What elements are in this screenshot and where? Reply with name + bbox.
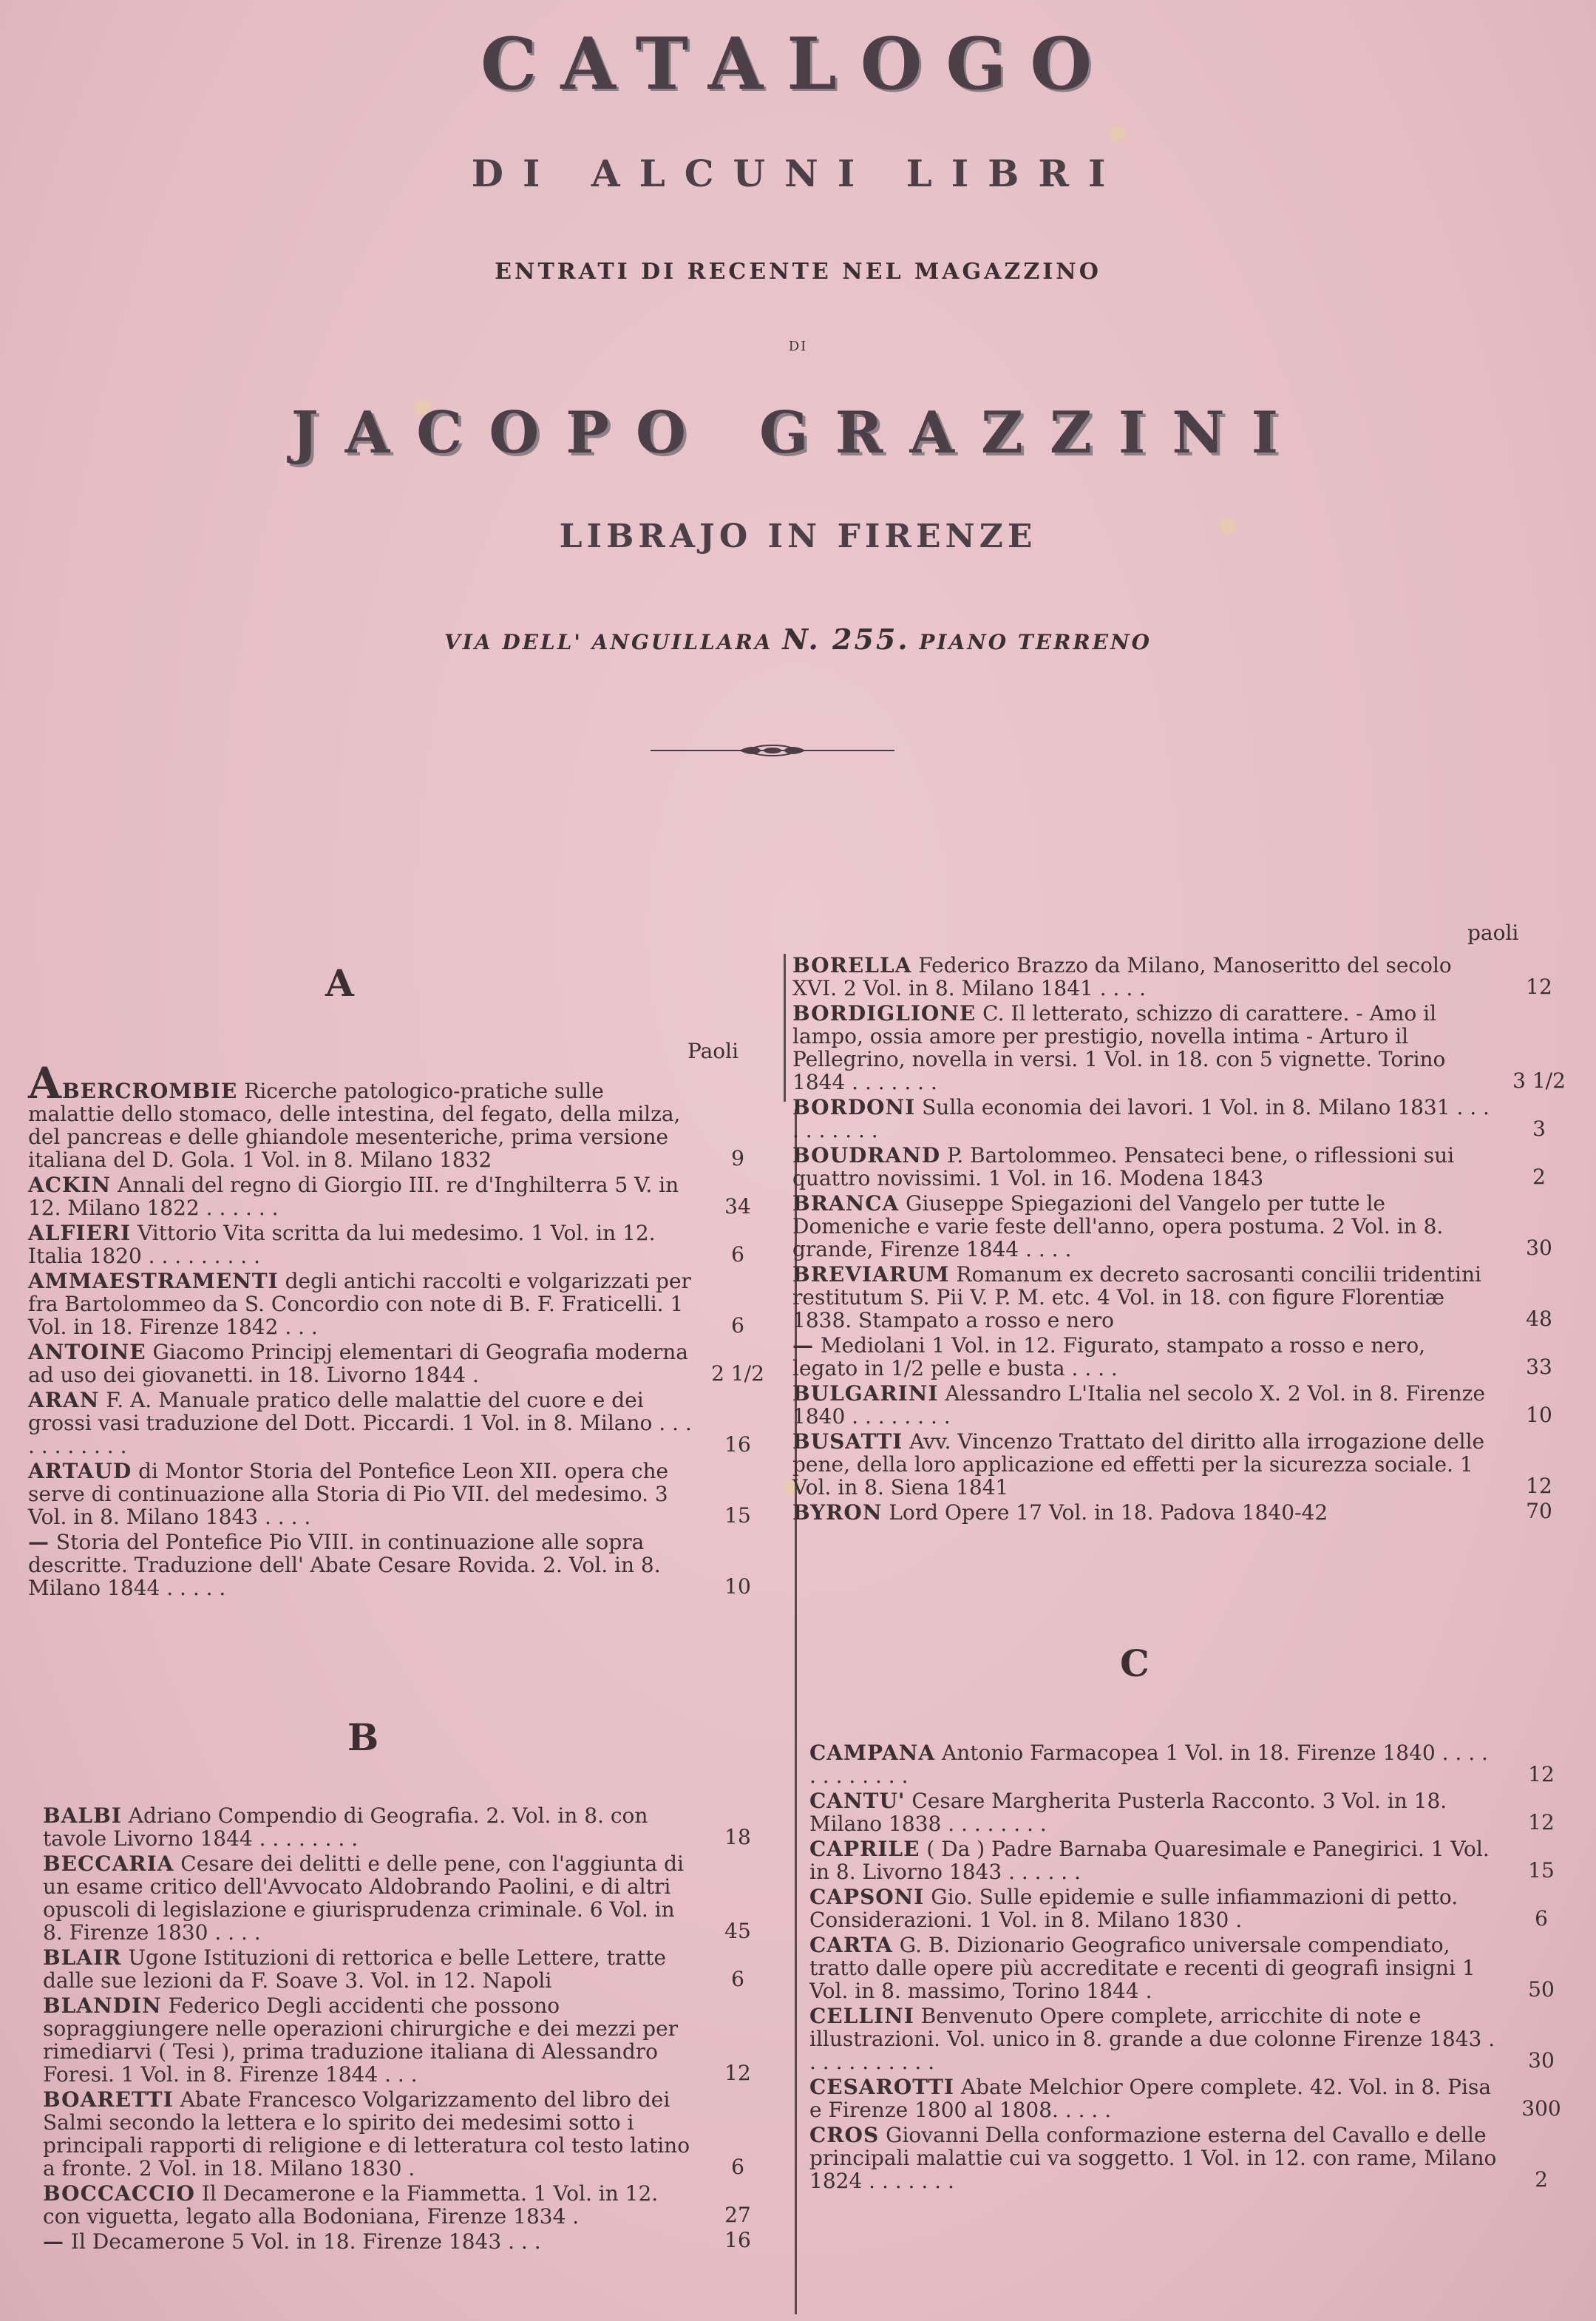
entry-price: 12 <box>1528 1762 1555 1786</box>
entry-price: 3 1/2 <box>1512 1068 1566 1093</box>
entry-author: ANTOINE <box>28 1340 146 1364</box>
section-b-entries-right <box>792 954 1576 1526</box>
entry-price: 12 <box>724 2061 751 2085</box>
entry-text: Romanum ex decreto sacrosanti concilii tridentini restitutum S. Pii V. P. M. etc. 4 Vol. in 18. con figure Florentiæ 1838. Stampato a rosso e nero <box>792 1262 1481 1332</box>
entry-author: BLAIR <box>43 1945 122 1970</box>
entry-author: CAPSONI <box>809 1885 925 1909</box>
entry-text: Federico Brazzo da Milano, Manoseritto del secolo XVI. 2 Vol. in 8. Milano 1841 . . . . <box>792 953 1452 1000</box>
entry-author: CELLINI <box>809 2004 914 2028</box>
catalog-entry <box>809 2076 1578 2121</box>
ornament-divider <box>651 739 894 762</box>
entry-author: CAPRILE <box>809 1837 920 1861</box>
entry-text: Lord Opere 17 Vol. in 18. Padova 1840-42 <box>882 1500 1328 1525</box>
entry-text: Adriano Compendio di Geografia. 2. Vol. in 8. con tavole Livorno 1844 . . . . . . . . <box>43 1803 648 1851</box>
section-letter-b: B <box>347 1715 379 1759</box>
catalog-title: CATALOGO <box>480 22 1116 106</box>
section-b-entries-left <box>43 1804 775 2255</box>
entry-author: BREVIARUM <box>792 1262 950 1287</box>
catalog-entry <box>43 2088 775 2180</box>
entry-text: degli antichi raccolti e volgarizzati per fra Bartolommeo da S. Concordio con note di B. F. Fraticelli. 1 Vol. in 18. Firenze 1842 . . . <box>28 1269 691 1339</box>
entry-text: Ugone Istituzioni di rettorica e belle Lettere, tratte dalle sue lezioni da F. Soave 3. Vol. in 12. Napoli <box>43 1945 667 1993</box>
entry-price: 10 <box>724 1574 751 1599</box>
catalog-entry <box>43 2230 775 2253</box>
catalog-entry <box>809 1741 1578 1787</box>
entry-price: 33 <box>1526 1355 1552 1379</box>
entry-text: Benvenuto Opere complete, arricchite di note e illustrazioni. Vol. unico in 8. grande a due colonne Firenze 1843 . . . . . . . . . . . <box>809 2004 1495 2074</box>
entry-text: Giuseppe Spiegazioni del Vangelo per tutte le Domeniche e varie feste dell'anno, opera postuma. 2 Vol. in 8. grande, Firenze 1844 . . . . <box>792 1191 1444 1261</box>
catalog-entry <box>28 1341 775 1386</box>
entry-price: 50 <box>1528 1977 1555 2002</box>
entry-price: 45 <box>724 1919 751 1943</box>
bookseller-address <box>0 623 1596 656</box>
price-header-left: Paoli <box>687 1039 739 1063</box>
column-rule-top <box>784 954 786 1102</box>
catalog-entry <box>792 954 1576 1000</box>
entry-author: ABERCROMBIE <box>28 1058 238 1108</box>
entry-price: 9 <box>731 1146 744 1170</box>
catalog-entry <box>28 1173 775 1219</box>
entry-author: BOCCACCIO <box>43 2181 195 2206</box>
section-a-entries <box>28 1058 775 1602</box>
catalog-entry <box>809 2005 1578 2073</box>
catalog-entry <box>792 1144 1576 1190</box>
entry-text: Antonio Farmacopea 1 Vol. in 18. Firenze 1840 . . . . . . . . . . . . <box>809 1741 1488 1788</box>
entry-text: di Montor Storia del Pontefice Leon XII. opera che serve di continuazione alla Storia di Pio VII. del medesimo. 3 Vol. in 8. Milano 1843 . . . . <box>28 1459 669 1529</box>
entry-text: Avv. Vincenzo Trattato del diritto alla irrogazione delle pene, della loro applicazione ed effetti per la sicurezza sociale. 1 Vol. in 8. Siena 1841 <box>792 1429 1485 1500</box>
entry-price: 12 <box>1526 1474 1552 1498</box>
entry-author: CAMPANA <box>809 1741 936 1765</box>
entry-price: 16 <box>724 2228 751 2252</box>
entry-author: BALBI <box>43 1803 122 1828</box>
entry-text: Giacomo Principj elementari di Geografia moderna ad uso dei giovanetti. in 18. Livorno 1844 . <box>28 1340 688 1387</box>
entry-price: 6 <box>731 1313 744 1338</box>
entry-author: BOARETTI <box>43 2087 174 2112</box>
bookseller-occupation: LIBRAJO IN FIRENZE <box>559 518 1037 555</box>
catalog-entry <box>28 1270 775 1338</box>
catalog-entry <box>792 1096 1576 1142</box>
entry-author: BUSATTI <box>792 1429 903 1454</box>
entry-author: BECCARIA <box>43 1851 174 1876</box>
entry-price: 16 <box>724 1432 751 1457</box>
entry-author: CROS <box>809 2123 880 2147</box>
entry-price: 6 <box>731 1967 744 1991</box>
catalog-entry <box>43 1852 775 1944</box>
catalog-entry <box>809 2124 1578 2192</box>
entry-price: 2 <box>1535 2167 1548 2192</box>
entry-author: BOUDRAND <box>792 1143 941 1168</box>
entry-author: BRANCA <box>792 1191 900 1216</box>
catalog-line3: ENTRATI DI RECENTE NEL MAGAZZINO <box>495 259 1101 285</box>
entry-author: CESAROTTI <box>809 2075 955 2099</box>
catalog-subtitle: DI ALCUNI LIBRI <box>471 152 1125 195</box>
entry-price: 10 <box>1526 1403 1552 1427</box>
entry-text: Federico Degli accidenti che possono sopraggiungere nelle operazioni chirurgiche e dei mezzi per rimediarvi ( Tesi ), prima traduzione italiana di Alessandro Foresi. 1 Vol. in 8. Firenze 1844 . . . <box>43 1993 679 2087</box>
catalog-entry <box>792 1263 1576 1332</box>
entry-author: ACKIN <box>28 1173 112 1197</box>
entry-price: 15 <box>1528 1858 1555 1883</box>
entry-price: 15 <box>724 1503 751 1528</box>
entry-author: CARTA <box>809 1933 893 1957</box>
entry-author: BULGARINI <box>792 1381 939 1406</box>
entry-text: Sulla economia dei lavori. 1 Vol. in 8. Milano 1831 . . . . . . . . . . <box>792 1095 1490 1142</box>
entry-author: ALFIERI <box>28 1221 132 1245</box>
entry-price: 48 <box>1526 1307 1552 1331</box>
catalog-entry <box>28 1460 775 1528</box>
entry-text: Storia del Pontefice Pio VIII. in continuazione alle sopra descritte. Traduzione dell' Abate Cesare Rovida. 2. Vol. in 8. Milano 1844 . . . . . <box>28 1530 661 1600</box>
catalog-entry <box>28 1058 775 1172</box>
entry-author: ARTAUD <box>28 1459 132 1483</box>
catalog-entry <box>792 1382 1576 1428</box>
catalog-entry <box>792 1334 1576 1380</box>
entry-text: ( Da ) Padre Barnaba Quaresimale e Panegirici. 1 Vol. in 8. Livorno 1843 . . . . . . <box>809 1837 1490 1884</box>
entry-author: AMMAESTRAMENTI <box>28 1269 279 1293</box>
entry-text: Ricerche patologico-pratiche sulle malattie dello stomaco, delle intestina, del fegato, della milza, del pancreas e delle ghiandole mesenteriche, prima versione italiana del D. Gola. 1 Vol. in 8. Milano 1832 <box>28 1079 681 1172</box>
catalog-line4: DI <box>788 339 808 354</box>
entry-author: — <box>43 2229 64 2254</box>
entry-author: BLANDIN <box>43 1993 162 2018</box>
entry-text: Il Decamerone e la Fiammetta. 1 Vol. in 12. con viguetta, legato alla Bodoniana, Firenze 1834 . <box>43 2181 659 2229</box>
entry-text: Mediolani 1 Vol. in 12. Figurato, stampato a rosso e nero, legato in 1/2 pelle e busta . . . . <box>792 1333 1426 1380</box>
entry-author: BYRON <box>792 1500 883 1525</box>
catalog-entry <box>792 1501 1576 1524</box>
catalog-entry <box>28 1531 775 1599</box>
catalog-entry <box>809 1934 1578 2002</box>
entry-text: Alessandro L'Italia nel secolo X. 2 Vol. in 8. Firenze 1840 . . . . . . . . <box>792 1381 1486 1429</box>
catalog-entry <box>809 1789 1578 1835</box>
entry-text: C. Il letterato, schizzo di carattere. - Amo il lampo, ossia amore per prestigio, novella intima - Arturo il Pellegrino, novella in versi. 1 Vol. in 18. con 5 vignette. Torino 1844 . . . . . . . <box>792 1001 1446 1094</box>
entry-price: 27 <box>724 2203 751 2227</box>
entry-price: 12 <box>1528 1810 1555 1834</box>
entry-author: — <box>28 1530 50 1554</box>
catalog-entry <box>43 1994 775 2086</box>
entry-text: P. Bartolommeo. Pensateci bene, o riflessioni sui quattro novissimi. 1 Vol. in 16. Modena 1843 <box>792 1143 1455 1190</box>
entry-text: Abate Francesco Volgarizzamento del libro dei Salmi secondo la lettera e lo spirito dei medesimi sotto i principali rapporti di religione e di letteratura col testo latino a fronte. 2 Vol. in 18. Milano 1830 . <box>43 2087 690 2181</box>
entry-text: Annali del regno di Giorgio III. re d'Inghilterra 5 V. in 12. Milano 1822 . . . . . . <box>28 1173 679 1220</box>
address-number: N. 255. <box>782 623 910 656</box>
entry-price: 70 <box>1526 1499 1552 1523</box>
entry-price: 30 <box>1526 1236 1552 1260</box>
entry-text: Il Decamerone 5 Vol. in 18. Firenze 1843 . . . <box>64 2229 541 2254</box>
entry-author: — <box>792 1333 814 1358</box>
catalog-entry <box>792 1430 1576 1499</box>
entry-price: 30 <box>1528 2048 1555 2073</box>
entry-text: G. B. Dizionario Geografico universale compendiato, tratto dalle opere più accreditate e recenti di geografi insigni 1 Vol. in 8. massimo, Torino 1844 . <box>809 1933 1476 2003</box>
entry-price: 6 <box>1535 1906 1548 1931</box>
paper-stain <box>1109 126 1125 142</box>
section-letter-a: A <box>325 961 354 1005</box>
address-street: VIA DELL' ANGUILLARA <box>444 630 773 654</box>
entry-author: BORDIGLIONE <box>792 1001 977 1026</box>
entry-price: 34 <box>724 1194 751 1219</box>
entry-price: 2 1/2 <box>711 1361 764 1386</box>
section-c-entries <box>809 1741 1578 2195</box>
catalog-entry <box>43 2182 775 2228</box>
entry-text: Vittorio Vita scritta da lui medesimo. 1 Vol. in 12. Italia 1820 . . . . . . . . . <box>28 1221 656 1268</box>
entry-author: BORELLA <box>792 953 912 977</box>
price-header-right: paoli <box>1467 921 1519 945</box>
entry-author-rest: BERCROMBIE <box>62 1079 238 1103</box>
entry-text: F. A. Manuale pratico delle malattie del cuore e dei grossi vasi traduzione del Dott. Piccardi. 1 Vol. in 8. Milano . . . . . . . . . . . <box>28 1388 692 1458</box>
entry-price: 6 <box>731 2155 744 2179</box>
entry-price: 2 <box>1532 1165 1546 1189</box>
bookseller-name: JACOPO GRAZZINI <box>291 399 1305 467</box>
entry-text: Cesare Margherita Pusterla Racconto. 3 Vol. in 18. Milano 1838 . . . . . . . . <box>809 1789 1447 1836</box>
entry-price: 6 <box>731 1242 744 1267</box>
section-letter-c: C <box>1120 1641 1150 1685</box>
entry-text: Giovanni Della conformazione esterna del Cavallo e delle principali malattie cui va soggetto. 1 Vol. in 12. con rame, Milano 1824 . . . . . . . <box>809 2123 1497 2193</box>
catalog-entry <box>792 1002 1576 1094</box>
catalog-entry <box>28 1222 775 1267</box>
entry-text: Abate Melchior Opere complete. 42. Vol. in 8. Pisa e Firenze 1800 al 1808. . . . . <box>809 2075 1492 2122</box>
entry-price: 12 <box>1526 975 1552 999</box>
entry-price: 18 <box>724 1825 751 1849</box>
entry-price: 300 <box>1521 2096 1561 2121</box>
catalog-entry <box>809 1885 1578 1931</box>
entry-author: BORDONI <box>792 1095 916 1119</box>
catalog-entry <box>28 1389 775 1457</box>
entry-author: CANTU' <box>809 1789 906 1813</box>
entry-author: ARAN <box>28 1388 100 1412</box>
catalog-entry <box>809 1837 1578 1883</box>
entry-text: Gio. Sulle epidemie e sulle infiammazioni di petto. Considerazioni. 1 Vol. in 8. Milano 1830 . <box>809 1885 1459 1932</box>
entry-text: Cesare dei delitti e delle pene, con l'aggiunta di un esame critico dell'Avvocato Aldobrando Paolini, e di altri opuscoli di legislazione e giurisprudenza criminale. 6 Vol. in 8. Firenze 1830 . . . . <box>43 1851 684 1945</box>
catalog-entry <box>43 1804 775 1850</box>
catalog-entry <box>43 1946 775 1992</box>
entry-price: 3 <box>1532 1117 1546 1141</box>
address-floor: PIANO TERRENO <box>919 630 1152 654</box>
catalog-entry <box>792 1192 1576 1261</box>
